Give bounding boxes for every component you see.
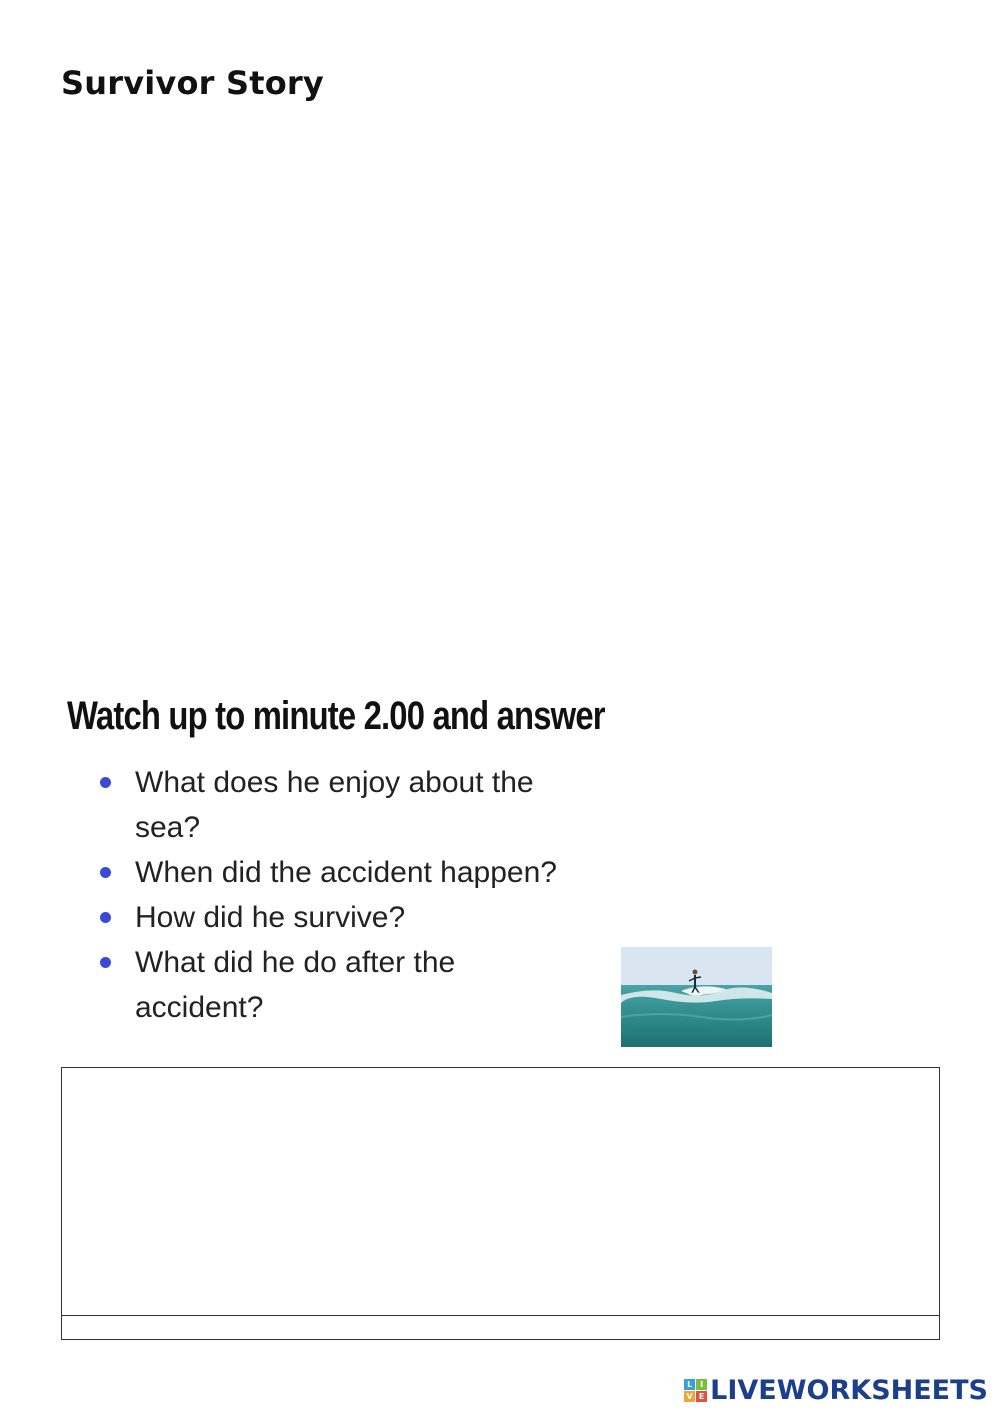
bullet-icon [100, 777, 111, 788]
bullet-icon [100, 912, 111, 923]
question-text: What does he enjoy about the sea? [135, 766, 534, 844]
instructions-heading: Watch up to minute 2.00 and answer [67, 694, 605, 738]
answer-textarea[interactable] [61, 1067, 940, 1316]
bullet-icon [100, 867, 111, 878]
question-text: When did the accident happen? [135, 856, 557, 889]
surfer-photo-icon [621, 947, 772, 1047]
question-text: What did he do after the accident? [135, 946, 456, 1024]
logo-mark-letter: I [696, 1379, 707, 1390]
answer-bottom-field[interactable] [61, 1315, 940, 1340]
question-item [96, 940, 495, 1030]
worksheet-title: Survivor Story [61, 64, 324, 102]
logo-mark-letter: L [684, 1379, 695, 1390]
question-item [96, 850, 616, 895]
question-item [96, 760, 575, 850]
logo-mark-letter: E [696, 1391, 707, 1402]
brand-name: LIVEWORKSHEETS [710, 1374, 988, 1406]
question-text: How did he survive? [135, 901, 406, 934]
surfer-photo [621, 947, 772, 1047]
bullet-icon [100, 957, 111, 968]
logo-mark-icon [684, 1379, 707, 1402]
question-list [96, 760, 616, 1030]
liveworksheets-logo [684, 1374, 988, 1406]
logo-mark-letter: V [684, 1391, 695, 1402]
question-item [96, 895, 616, 940]
